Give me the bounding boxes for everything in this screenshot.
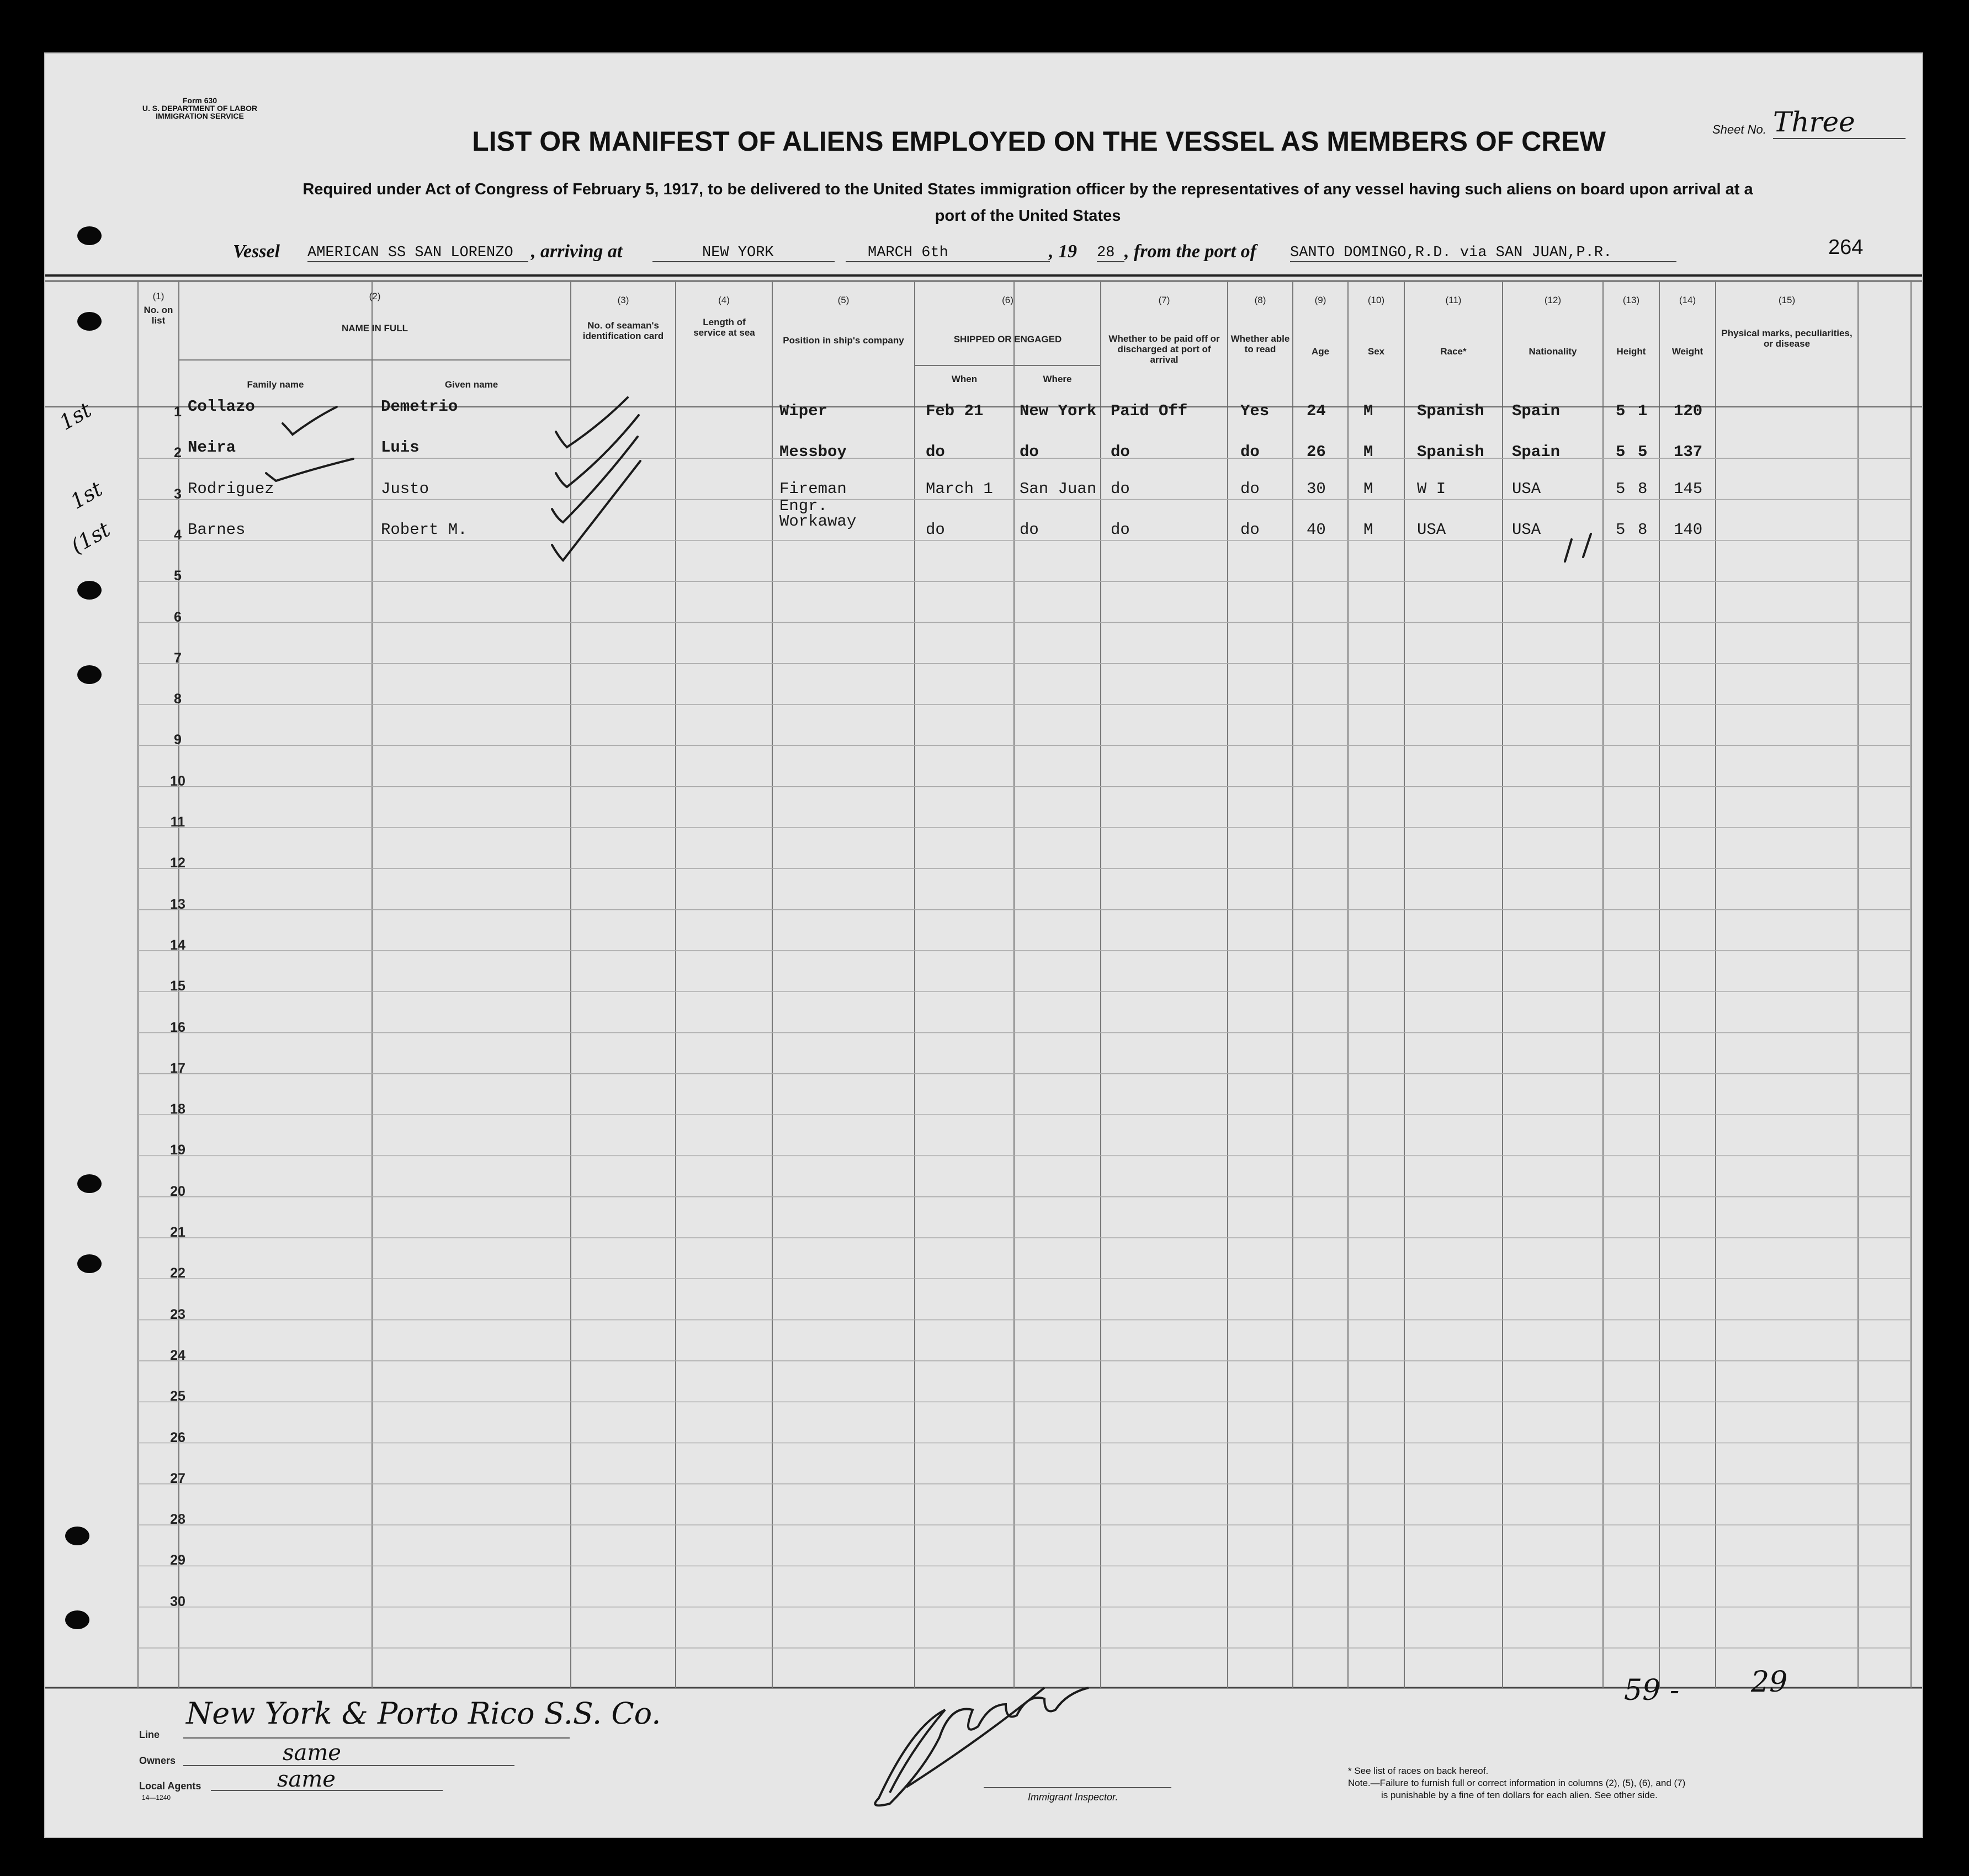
tick-mark-icon bbox=[1565, 539, 1572, 561]
cell-where: San Juan bbox=[1020, 479, 1097, 498]
col3-number: (3) bbox=[617, 295, 629, 305]
cell-race: W I bbox=[1417, 479, 1446, 498]
row-number: 4 bbox=[174, 527, 182, 543]
sheet-label: Sheet No. bbox=[1712, 123, 1766, 136]
cell-age: 40 bbox=[1307, 520, 1326, 539]
year-value: 28 bbox=[1097, 245, 1124, 262]
cell-position: Fireman bbox=[779, 479, 847, 498]
col1-header: No. on list bbox=[144, 305, 173, 326]
cell-where: do bbox=[1020, 520, 1039, 539]
row-number: 19 bbox=[170, 1142, 185, 1158]
cell-sex: M bbox=[1363, 402, 1373, 420]
subtitle-line-2: port of the United States bbox=[935, 207, 1121, 225]
cell-height-ft: 5 bbox=[1616, 443, 1626, 462]
cell-given: Demetrio bbox=[381, 398, 458, 416]
cell-age: 26 bbox=[1307, 443, 1326, 462]
form-number: Form 630 bbox=[182, 96, 217, 105]
handwritten-marks bbox=[45, 54, 1922, 1837]
row-number: 18 bbox=[170, 1101, 185, 1117]
col11-number: (11) bbox=[1445, 295, 1462, 305]
col14-number: (14) bbox=[1679, 295, 1696, 305]
row-number: 21 bbox=[170, 1225, 185, 1240]
col10-header: Sex bbox=[1367, 346, 1385, 357]
penalty-note-1: Note.—Failure to furnish full or correct information in columns (2), (5), (6), and (7) bbox=[1348, 1778, 1686, 1788]
row-number: 7 bbox=[174, 650, 182, 666]
row-number: 10 bbox=[170, 773, 185, 789]
row-number: 28 bbox=[170, 1512, 185, 1528]
cell-weight: 137 bbox=[1674, 443, 1703, 462]
cell-given: Justo bbox=[381, 479, 429, 498]
col7-header: Whether to be paid off or discharged at port of arrival bbox=[1108, 333, 1220, 365]
row-number: 13 bbox=[170, 896, 185, 912]
row-number: 30 bbox=[170, 1593, 185, 1609]
cell-sex: M bbox=[1363, 443, 1373, 462]
col11-header: Race* bbox=[1440, 346, 1467, 357]
row-number: 8 bbox=[174, 691, 182, 707]
col2-number: (2) bbox=[369, 291, 381, 301]
col4-number: (4) bbox=[718, 295, 730, 305]
cell-weight: 145 bbox=[1674, 479, 1703, 498]
cell-paid: do bbox=[1111, 520, 1130, 539]
col10-number: (10) bbox=[1367, 295, 1385, 305]
col13-number: (13) bbox=[1622, 295, 1640, 305]
department-name: U. S. DEPARTMENT OF LABOR bbox=[142, 104, 258, 113]
cell-position: Messboy bbox=[779, 443, 847, 462]
margin-note-2: 1st bbox=[66, 476, 107, 514]
punch-hole bbox=[65, 1527, 89, 1545]
row-number: 14 bbox=[170, 937, 185, 953]
margin-note-1: 1st bbox=[55, 398, 96, 435]
col4-header: Length of service at sea bbox=[693, 317, 755, 338]
cell-when: do bbox=[926, 443, 945, 462]
col12-header: Nationality bbox=[1529, 346, 1577, 357]
row-number: 15 bbox=[170, 978, 185, 994]
cell-height-ft: 5 bbox=[1616, 479, 1626, 498]
row-number: 26 bbox=[170, 1429, 185, 1445]
cell-age: 24 bbox=[1307, 402, 1326, 420]
row-number: 2 bbox=[174, 445, 182, 461]
punch-hole bbox=[77, 226, 102, 245]
col12-number: (12) bbox=[1544, 295, 1562, 305]
cell-nationality: USA bbox=[1512, 479, 1541, 498]
year-prefix: , 19 bbox=[1049, 241, 1077, 262]
cell-height-ft: 5 bbox=[1616, 402, 1626, 420]
col14-header: Weight bbox=[1671, 346, 1703, 357]
from-port-value: SANTO DOMINGO,R.D. via SAN JUAN,P.R. bbox=[1290, 245, 1676, 262]
row-number: 3 bbox=[174, 486, 182, 502]
cell-position: Wiper bbox=[779, 402, 828, 420]
cell-race: Spanish bbox=[1417, 443, 1484, 462]
punch-hole bbox=[77, 312, 102, 331]
col5-number: (5) bbox=[837, 295, 850, 305]
cell-height-ft: 5 bbox=[1616, 520, 1626, 539]
cell-height-in: 8 bbox=[1638, 520, 1648, 539]
col2a-header: Family name bbox=[247, 379, 304, 390]
vessel-value: AMERICAN SS SAN LORENZO bbox=[307, 245, 528, 262]
row-number: 20 bbox=[170, 1183, 185, 1199]
agents-value: same bbox=[277, 1767, 336, 1792]
col6-header: SHIPPED OR ENGAGED bbox=[953, 334, 1062, 345]
agents-label: Local Agents bbox=[139, 1780, 201, 1792]
cell-height-in: 1 bbox=[1638, 402, 1648, 420]
cell-read: do bbox=[1240, 520, 1260, 539]
col8-header: Whether able to read bbox=[1230, 333, 1290, 354]
cell-given: Luis bbox=[381, 438, 420, 457]
races-note: * See list of races on back hereof. bbox=[1348, 1766, 1489, 1776]
cell-paid: Paid Off bbox=[1111, 402, 1188, 420]
col1-number: (1) bbox=[152, 291, 164, 301]
subtitle-line-1: Required under Act of Congress of February 5, 1917, to be delivered to the United States immigration officer by the representatives of any vessel having such aliens on board upon arrival at a bbox=[302, 181, 1753, 198]
punch-hole bbox=[65, 1610, 89, 1629]
punch-hole bbox=[77, 1254, 102, 1273]
col2b-header: Given name bbox=[444, 379, 498, 390]
manifest-sheet bbox=[44, 52, 1923, 1838]
row-number: 12 bbox=[170, 855, 185, 871]
cell-family: Barnes bbox=[188, 520, 246, 539]
col6b-header: Where bbox=[1043, 374, 1072, 384]
cell-where: New York bbox=[1020, 402, 1097, 420]
row-number: 11 bbox=[170, 814, 185, 830]
cell-race: Spanish bbox=[1417, 402, 1484, 420]
col3-header: No. of seaman's identification card bbox=[582, 320, 664, 341]
line-value: New York & Porto Rico S.S. Co. bbox=[186, 1696, 661, 1731]
cell-when: do bbox=[926, 520, 945, 539]
cell-sex: M bbox=[1363, 520, 1373, 539]
cell-given: Robert M. bbox=[381, 520, 468, 539]
row-number: 17 bbox=[170, 1060, 185, 1076]
col15-header: Physical marks, peculiarities, or disease bbox=[1721, 328, 1853, 349]
col6a-header: When bbox=[951, 374, 978, 384]
row-number: 25 bbox=[170, 1389, 185, 1405]
cell-when: March 1 bbox=[926, 479, 993, 498]
col7-number: (7) bbox=[1158, 295, 1170, 305]
punch-hole bbox=[77, 665, 102, 684]
row-number: 9 bbox=[174, 732, 182, 748]
cell-paid: do bbox=[1111, 479, 1130, 498]
cell-weight: 140 bbox=[1674, 520, 1703, 539]
row-number: 5 bbox=[174, 568, 182, 584]
agents-code: 14—1240 bbox=[142, 1794, 171, 1801]
col6-number: (6) bbox=[1002, 295, 1013, 305]
cell-nationality: USA bbox=[1512, 520, 1541, 539]
cell-family: Collazo bbox=[188, 398, 255, 416]
checkmark-icon bbox=[552, 461, 640, 560]
col9-number: (9) bbox=[1314, 295, 1326, 305]
tally-right: 29 bbox=[1751, 1666, 1788, 1699]
punch-hole bbox=[77, 581, 102, 600]
line-label: Line bbox=[139, 1729, 160, 1740]
col8-number: (8) bbox=[1254, 295, 1266, 305]
owners-value: same bbox=[283, 1740, 341, 1766]
owners-label: Owners bbox=[139, 1755, 176, 1766]
vessel-label: Vessel bbox=[233, 241, 280, 262]
page-title: LIST OR MANIFEST OF ALIENS EMPLOYED ON THE VESSEL AS MEMBERS OF CREW bbox=[472, 126, 1606, 157]
row-number: 24 bbox=[170, 1347, 185, 1363]
row-number: 29 bbox=[170, 1552, 185, 1568]
cell-read: Yes bbox=[1240, 402, 1270, 420]
from-port-label: , from the port of bbox=[1124, 241, 1256, 262]
row-number: 16 bbox=[170, 1019, 185, 1035]
col5-header: Position in ship's company bbox=[783, 335, 904, 346]
tally-left: 59 - bbox=[1624, 1674, 1680, 1707]
tick-mark-icon bbox=[1583, 534, 1591, 557]
cell-nationality: Spain bbox=[1512, 443, 1561, 462]
col9-header: Age bbox=[1311, 346, 1330, 357]
col2-header: NAME IN FULL bbox=[342, 323, 408, 333]
row-number: 6 bbox=[174, 609, 182, 625]
arrival-date: MARCH 6th bbox=[846, 245, 1050, 262]
cell-where: do bbox=[1020, 443, 1039, 462]
row-number: 27 bbox=[170, 1470, 185, 1486]
service-name: IMMIGRATION SERVICE bbox=[156, 112, 244, 120]
inspector-label: Immigrant Inspector. bbox=[1028, 1792, 1118, 1803]
cell-weight: 120 bbox=[1674, 402, 1703, 420]
cell-age: 30 bbox=[1307, 479, 1326, 498]
cell-paid: do bbox=[1111, 443, 1130, 462]
cell-sex: M bbox=[1363, 479, 1373, 498]
cell-height-in: 8 bbox=[1638, 479, 1648, 498]
checkmark-icon bbox=[283, 407, 337, 434]
footer-notes bbox=[1348, 1765, 1685, 1801]
cell-family: Rodriguez bbox=[188, 479, 274, 498]
arriving-label: , arriving at bbox=[531, 241, 623, 262]
cell-race: USA bbox=[1417, 520, 1446, 539]
cell-position: Engr. Workaway bbox=[779, 496, 857, 531]
cell-nationality: Spain bbox=[1512, 402, 1561, 420]
cell-read: do bbox=[1240, 479, 1260, 498]
row-number: 1 bbox=[174, 404, 182, 420]
cell-read: do bbox=[1240, 443, 1260, 462]
row-number: 22 bbox=[170, 1265, 185, 1281]
col15-number: (15) bbox=[1778, 295, 1796, 305]
sheet-number: Three bbox=[1773, 106, 1906, 139]
arriving-value: NEW YORK bbox=[652, 245, 835, 262]
cell-height-in: 5 bbox=[1638, 443, 1648, 462]
penalty-note-2: is punishable by a fine of ten dollars for each alien. See other side. bbox=[1381, 1790, 1658, 1800]
checkmark-icon bbox=[266, 459, 353, 481]
punch-hole bbox=[77, 1174, 102, 1193]
row-number: 23 bbox=[170, 1306, 185, 1322]
col13-header: Height bbox=[1616, 346, 1646, 357]
cell-when: Feb 21 bbox=[926, 402, 984, 420]
stamp-number: 264 bbox=[1828, 236, 1864, 259]
cell-family: Neira bbox=[188, 438, 236, 457]
margin-note-3: (1st bbox=[66, 517, 114, 559]
